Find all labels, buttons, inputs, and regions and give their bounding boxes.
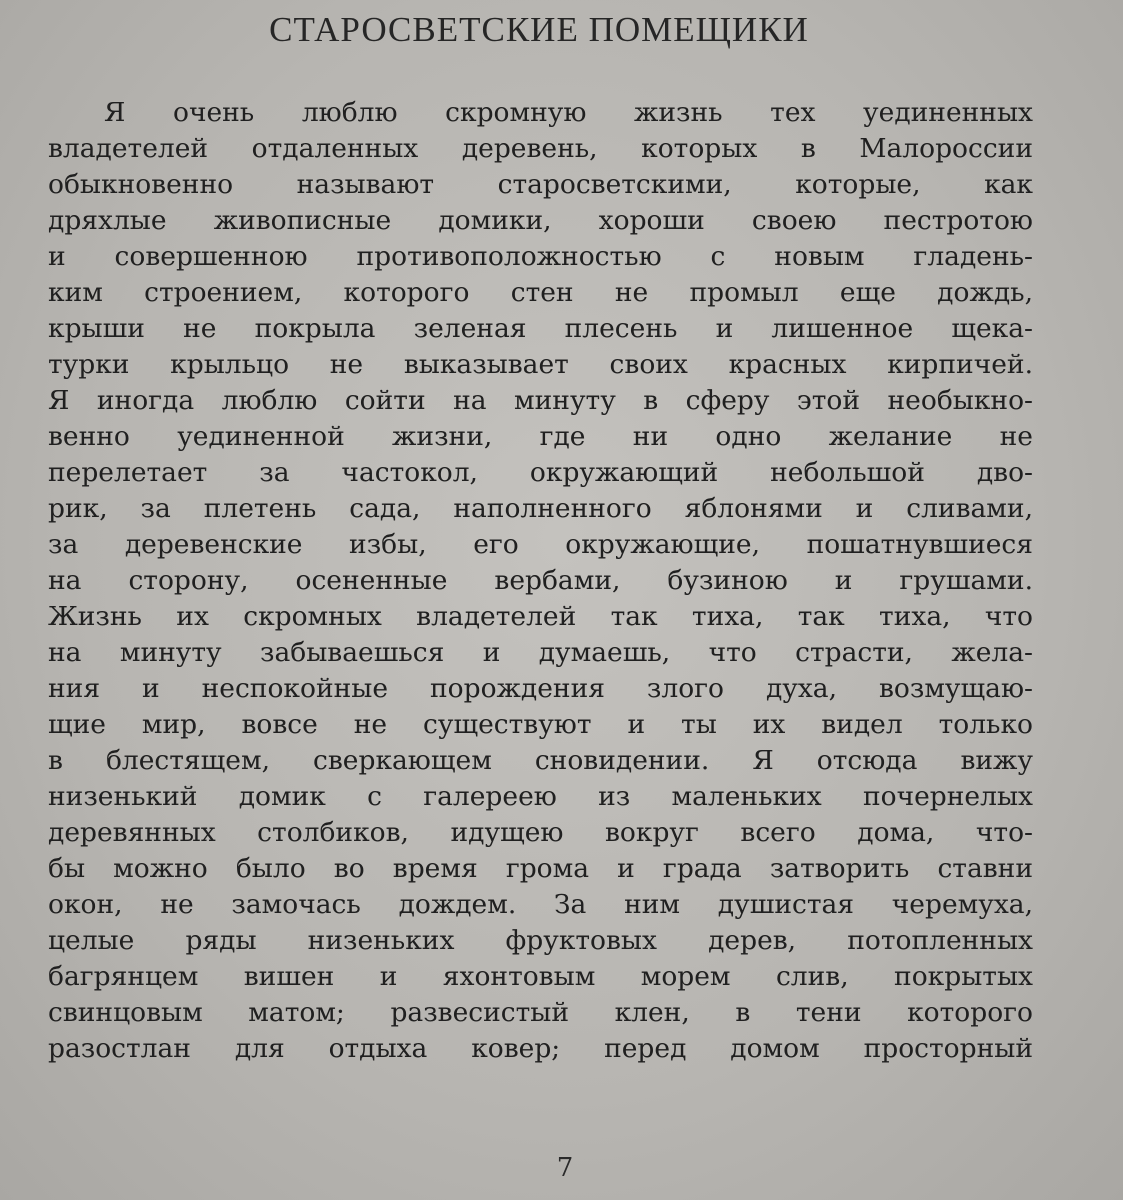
text-line: и совершенною противоположностью с новым гладень-: [48, 241, 1033, 272]
text-line: ния и неспокойные порождения злого духа, возмущаю-: [48, 673, 1033, 704]
text-line: крыши не покрыла зеленая плесень и лишенное щека-: [48, 313, 1033, 344]
text-line: в блестящем, сверкающем сновидении. Я отсюда вижу: [48, 745, 1033, 776]
text-line: дряхлые живописные домики, хороши своею пестротою: [48, 205, 1033, 236]
text-line: на минуту забываешься и думаешь, что страсти, жела-: [48, 637, 1033, 668]
text-line: ким строением, которого стен не промыл еще дождь,: [48, 277, 1033, 308]
text-line: турки крыльцо не выказывает своих красных кирпичей.: [48, 349, 1033, 380]
text-line: за деревенские избы, его окружающие, пошатнувшиеся: [48, 529, 1033, 560]
text-line: Я иногда люблю сойти на минуту в сферу этой необыкно-: [48, 385, 1033, 416]
text-line: деревянных столбиков, идущею вокруг всего дома, что-: [48, 817, 1033, 848]
text-line: на сторону, осененные вербами, бузиною и грушами.: [48, 565, 1033, 596]
text-line: владетелей отдаленных деревень, которых в Малороссии: [48, 133, 1033, 164]
page-title: СТАРОСВЕТСКИЕ ПОМЕЩИКИ: [269, 10, 809, 49]
text-line: целые ряды низеньких фруктовых дерев, потопленных: [48, 925, 1033, 956]
text-line: Я очень люблю скромную жизнь тех уединенных: [104, 97, 1033, 128]
text-line: перелетает за частокол, окружающий небольшой дво-: [48, 457, 1033, 488]
text-line: обыкновенно называют старосветскими, которые, как: [48, 169, 1033, 200]
text-line: Жизнь их скромных владетелей так тиха, так тиха, что: [48, 601, 1033, 632]
text-line: венно уединенной жизни, где ни одно желание не: [48, 421, 1033, 452]
text-line: разостлан для отдыха ковер; перед домом просторный: [48, 1033, 1033, 1064]
text-line: щие мир, вовсе не существуют и ты их видел только: [48, 709, 1033, 740]
page-number: 7: [556, 1153, 574, 1183]
text-line: свинцовым матом; развесистый клен, в тени которого: [48, 997, 1033, 1028]
body-text: [48, 95, 1033, 1075]
text-line: низенький домик с галереею из маленьких почернелых: [48, 781, 1033, 812]
text-line: окон, не замочась дождем. За ним душистая черемуха,: [48, 889, 1033, 920]
text-line: бы можно было во время грома и града затворить ставни: [48, 853, 1033, 884]
text-line: багрянцем вишен и яхонтовым морем слив, покрытых: [48, 961, 1033, 992]
text-line: рик, за плетень сада, наполненного яблонями и сливами,: [48, 493, 1033, 524]
